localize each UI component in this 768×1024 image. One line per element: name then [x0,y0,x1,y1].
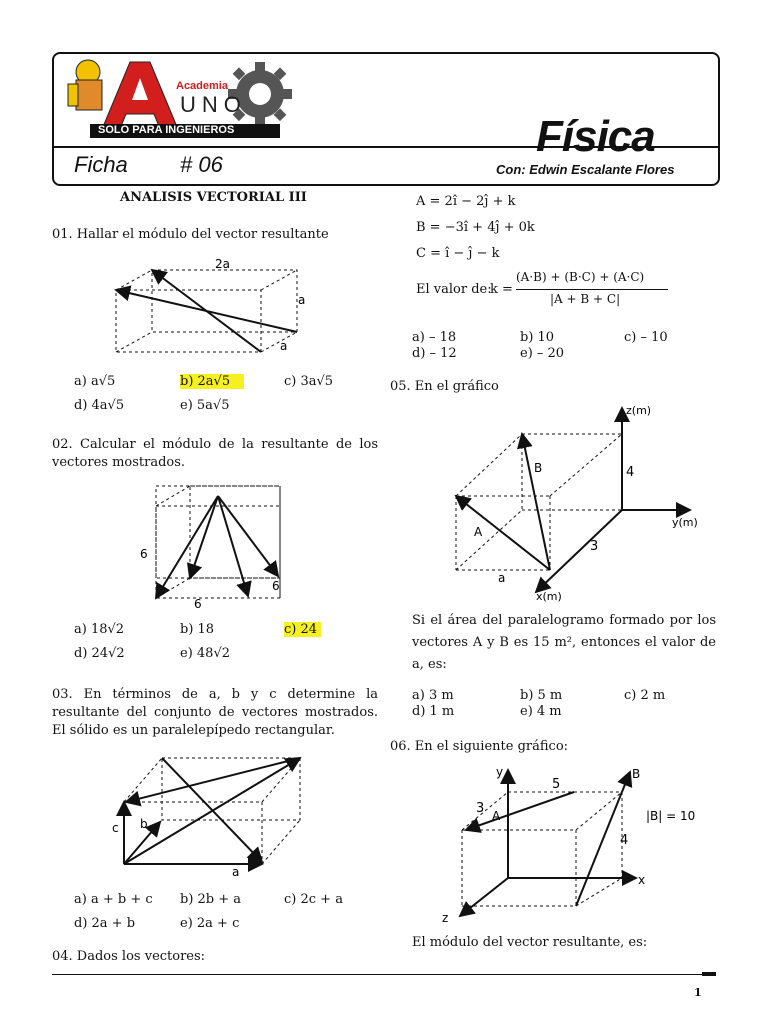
q3-option-d: d) 2a + b [74,916,136,931]
subject-title: Física [536,112,655,161]
q1-option-c: c) 3a√5 [284,374,334,389]
q2-label-left: 6 [140,547,148,561]
q2-text: 02. Calcular el módulo de la resultante de los vectores mostrados. [52,437,378,470]
q6-label-5: 5 [552,777,561,792]
q6-magnitude: |B| = 10 [646,809,696,823]
q4-vector-b: B = −3î + 4ĵ + 0k [416,220,535,235]
author-credit: Con: Edwin Escalante Flores [496,162,675,177]
q4-option-b: b) 10 [520,330,555,345]
ficha-number: # 06 [180,152,223,177]
q1-label-bottom: a [280,339,288,353]
q5-option-d: d) 1 m [412,704,455,719]
q4-option-d: d) – 12 [412,346,457,361]
q2-figure [130,478,300,614]
q1-option-e: e) 5a√5 [180,398,230,413]
q3-option-c: c) 2c + a [284,892,343,907]
q5-label-z: z(m) [626,404,652,417]
q2-label-bottom: 6 [194,597,202,610]
q3-option-e: e) 2a + c [180,916,240,931]
q4-vector-c: C = î − ĵ − k [416,246,500,261]
q1-label-right: a [298,293,306,307]
q3-figure [108,748,318,882]
q6-label-A: A [492,809,501,823]
q4-option-e: e) – 20 [520,346,565,361]
q2-option-c: c) 24 [284,622,321,637]
logo-tagline: SOLO PARA INGENIEROS [98,124,235,136]
q1-option-a: a) a√5 [74,374,116,389]
q2-option-e: e) 48√2 [180,646,230,661]
q4-formula-lhs: k = [490,282,513,297]
q6-label-x: x [638,873,646,887]
q4-option-c: c) – 10 [624,330,668,345]
q3-option-b: b) 2b + a [180,892,242,907]
q5-label-A: A [474,525,483,539]
q2-option-d: d) 24√2 [74,646,125,661]
q4-formula-numerator: (A·B) + (B·C) + (A·C) [516,270,645,284]
q2-option-b: b) 18 [180,622,215,637]
q6-label-3: 3 [476,801,485,816]
q3-label-c: c [112,821,119,835]
q5-label-B: B [534,461,543,475]
q5-label-3: 3 [590,539,599,554]
logo-uno-text: UNO [180,92,247,117]
q4-formula-denominator: |A + B + C| [550,292,621,306]
q5-body: Si el área del paralelogramo formado por los vectores A y B es 15 m², entonces el valor de a, es: [412,613,716,672]
q6-text: 06. En el siguiente gráfico: [390,739,569,754]
q5-option-e: e) 4 m [520,704,562,719]
q4-text: 04. Dados los vectores: [52,949,206,964]
q3-option-a: a) a + b + c [74,892,153,907]
q2-label-right: 6 [272,579,280,593]
q1-label-top: 2a [215,257,230,271]
q4-option-a: a) – 18 [412,330,457,345]
q1-option-b: b) 2a√5 [180,374,244,389]
q4-formula-label: El valor de: [416,282,492,297]
footer-rule-thick [702,972,716,976]
q5-label-4: 4 [626,465,635,480]
q3-label-a: a [232,865,240,878]
q6-figure [436,758,706,930]
q5-label-x: x(m) [536,590,562,603]
q4-vector-a: A = 2î − 2ĵ + k [416,194,516,209]
q3-text: 03. En términos de a, b y c determine la resultante del conjunto de vectores mostrados. El sólido es un paralelepípedo rectangular. [52,687,378,738]
q5-option-b: b) 5 m [520,688,563,703]
q6-label-B: B [632,767,641,781]
section-title: ANALISIS VECTORIAL III [120,190,307,205]
q3-label-b: b [140,817,148,831]
q4-fraction-bar [516,289,668,290]
q5-figure [440,400,710,610]
footer-rule [52,974,702,975]
q5-option-c: c) 2 m [624,688,666,703]
q5-label-a: a [498,571,506,585]
q6-label-z: z [442,911,449,925]
q5-option-a: a) 3 m [412,688,454,703]
q6-label-y: y [496,765,504,779]
q5-text: 05. En el gráfico [390,379,499,394]
q6-body: El módulo del vector resultante, es: [412,935,648,950]
ficha-label: Ficha [74,152,128,177]
q5-label-y: y(m) [672,516,698,529]
q1-figure [100,252,320,366]
q1-option-d: d) 4a√5 [74,398,125,413]
page-number: 1 [694,986,702,999]
q6-label-4: 4 [620,833,629,848]
q2-option-a: a) 18√2 [74,622,125,637]
logo-academia-text: Academia [176,80,228,92]
q1-text: 01. Hallar el módulo del vector resultante [52,227,329,242]
